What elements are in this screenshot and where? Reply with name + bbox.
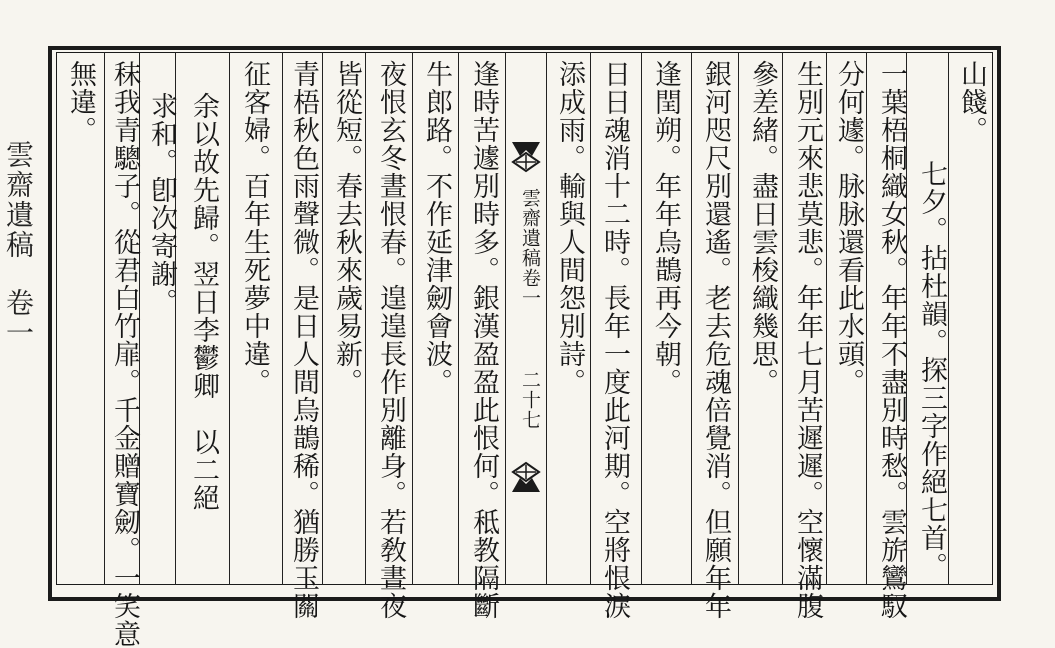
text-column-17: 余以故先歸。翌日李鬱卿 以二絕 [188,92,219,512]
text-column-12: 牛郎路。不作延津劒會波。 [421,60,452,396]
column-rule [104,52,105,585]
text-column-19: 秣我青驄子。從君白竹扉。千金贈寶劒。一笑意 [109,60,140,648]
running-volume-text: 卷一 [2,288,35,348]
column-rule [365,52,366,585]
column-rule [641,52,642,585]
column-rule [458,52,459,585]
text-column-3: 一葉梧桐織女秋。年年不盡別時愁。雲旂鸞馭 [876,60,907,620]
center-page-number: 二十七 [519,370,541,430]
text-column-9: 日日魂消十二時。長年一度此河期。空將恨淚 [599,60,630,620]
column-rule [412,52,413,585]
column-rule [590,52,591,585]
text-column-16: 征客婦。百年生死夢中違。 [239,60,270,396]
column-rule [322,52,323,585]
text-column-11: 逢時苦遽別時多。銀漢盈盈此恨何。秪教隔斷 [468,60,499,620]
column-rule [282,52,283,585]
column-rule [229,52,230,585]
upper-fish-tail-ornament-icon [510,140,542,184]
text-column-4: 分何遽。脉脉還看此水頭。 [833,60,864,396]
text-column-15: 青梧秋色雨聲微。是日人間烏鵲稀。猶勝玉關 [288,60,319,620]
column-rule [948,52,949,585]
text-column-1: 山餞。 [956,60,987,144]
text-column-20: 無違。 [65,60,96,144]
text-column-7: 銀河咫尺別還遙。老去危魂倍覺消。但願年年 [700,60,731,620]
text-column-5: 生別元來悲莫悲。年年七月苦遲遲。空懷滿腹 [792,60,823,620]
text-column-13: 夜恨玄冬晝恨春。遑遑長作別離身。若敎晝夜 [375,60,406,620]
running-title-text: 雲齋遺稿 [2,140,35,260]
text-column-6: 參差緒。盡日雲梭織幾思。 [747,60,778,396]
column-rule [782,52,783,585]
lower-fish-tail-ornament-icon [510,450,542,494]
text-column-2: 七夕。拈杜韻。探三字作絕七首。 [916,160,947,580]
text-column-14: 皆從短。春去秋來歲易新。 [331,60,362,396]
center-fold [505,52,547,585]
column-rule [738,52,739,585]
center-title: 雲齋遺稿卷一 [519,188,541,308]
text-column-8: 逢閏朔。年年烏鵲再今朝。 [650,60,681,396]
column-rule [826,52,827,585]
text-column-10: 添成雨。輸與人間怨別詩。 [554,60,585,396]
column-rule [691,52,692,585]
column-rule [866,52,867,585]
text-column-18: 求和。卽次寄謝。 [146,92,177,316]
running-title [2,140,38,348]
